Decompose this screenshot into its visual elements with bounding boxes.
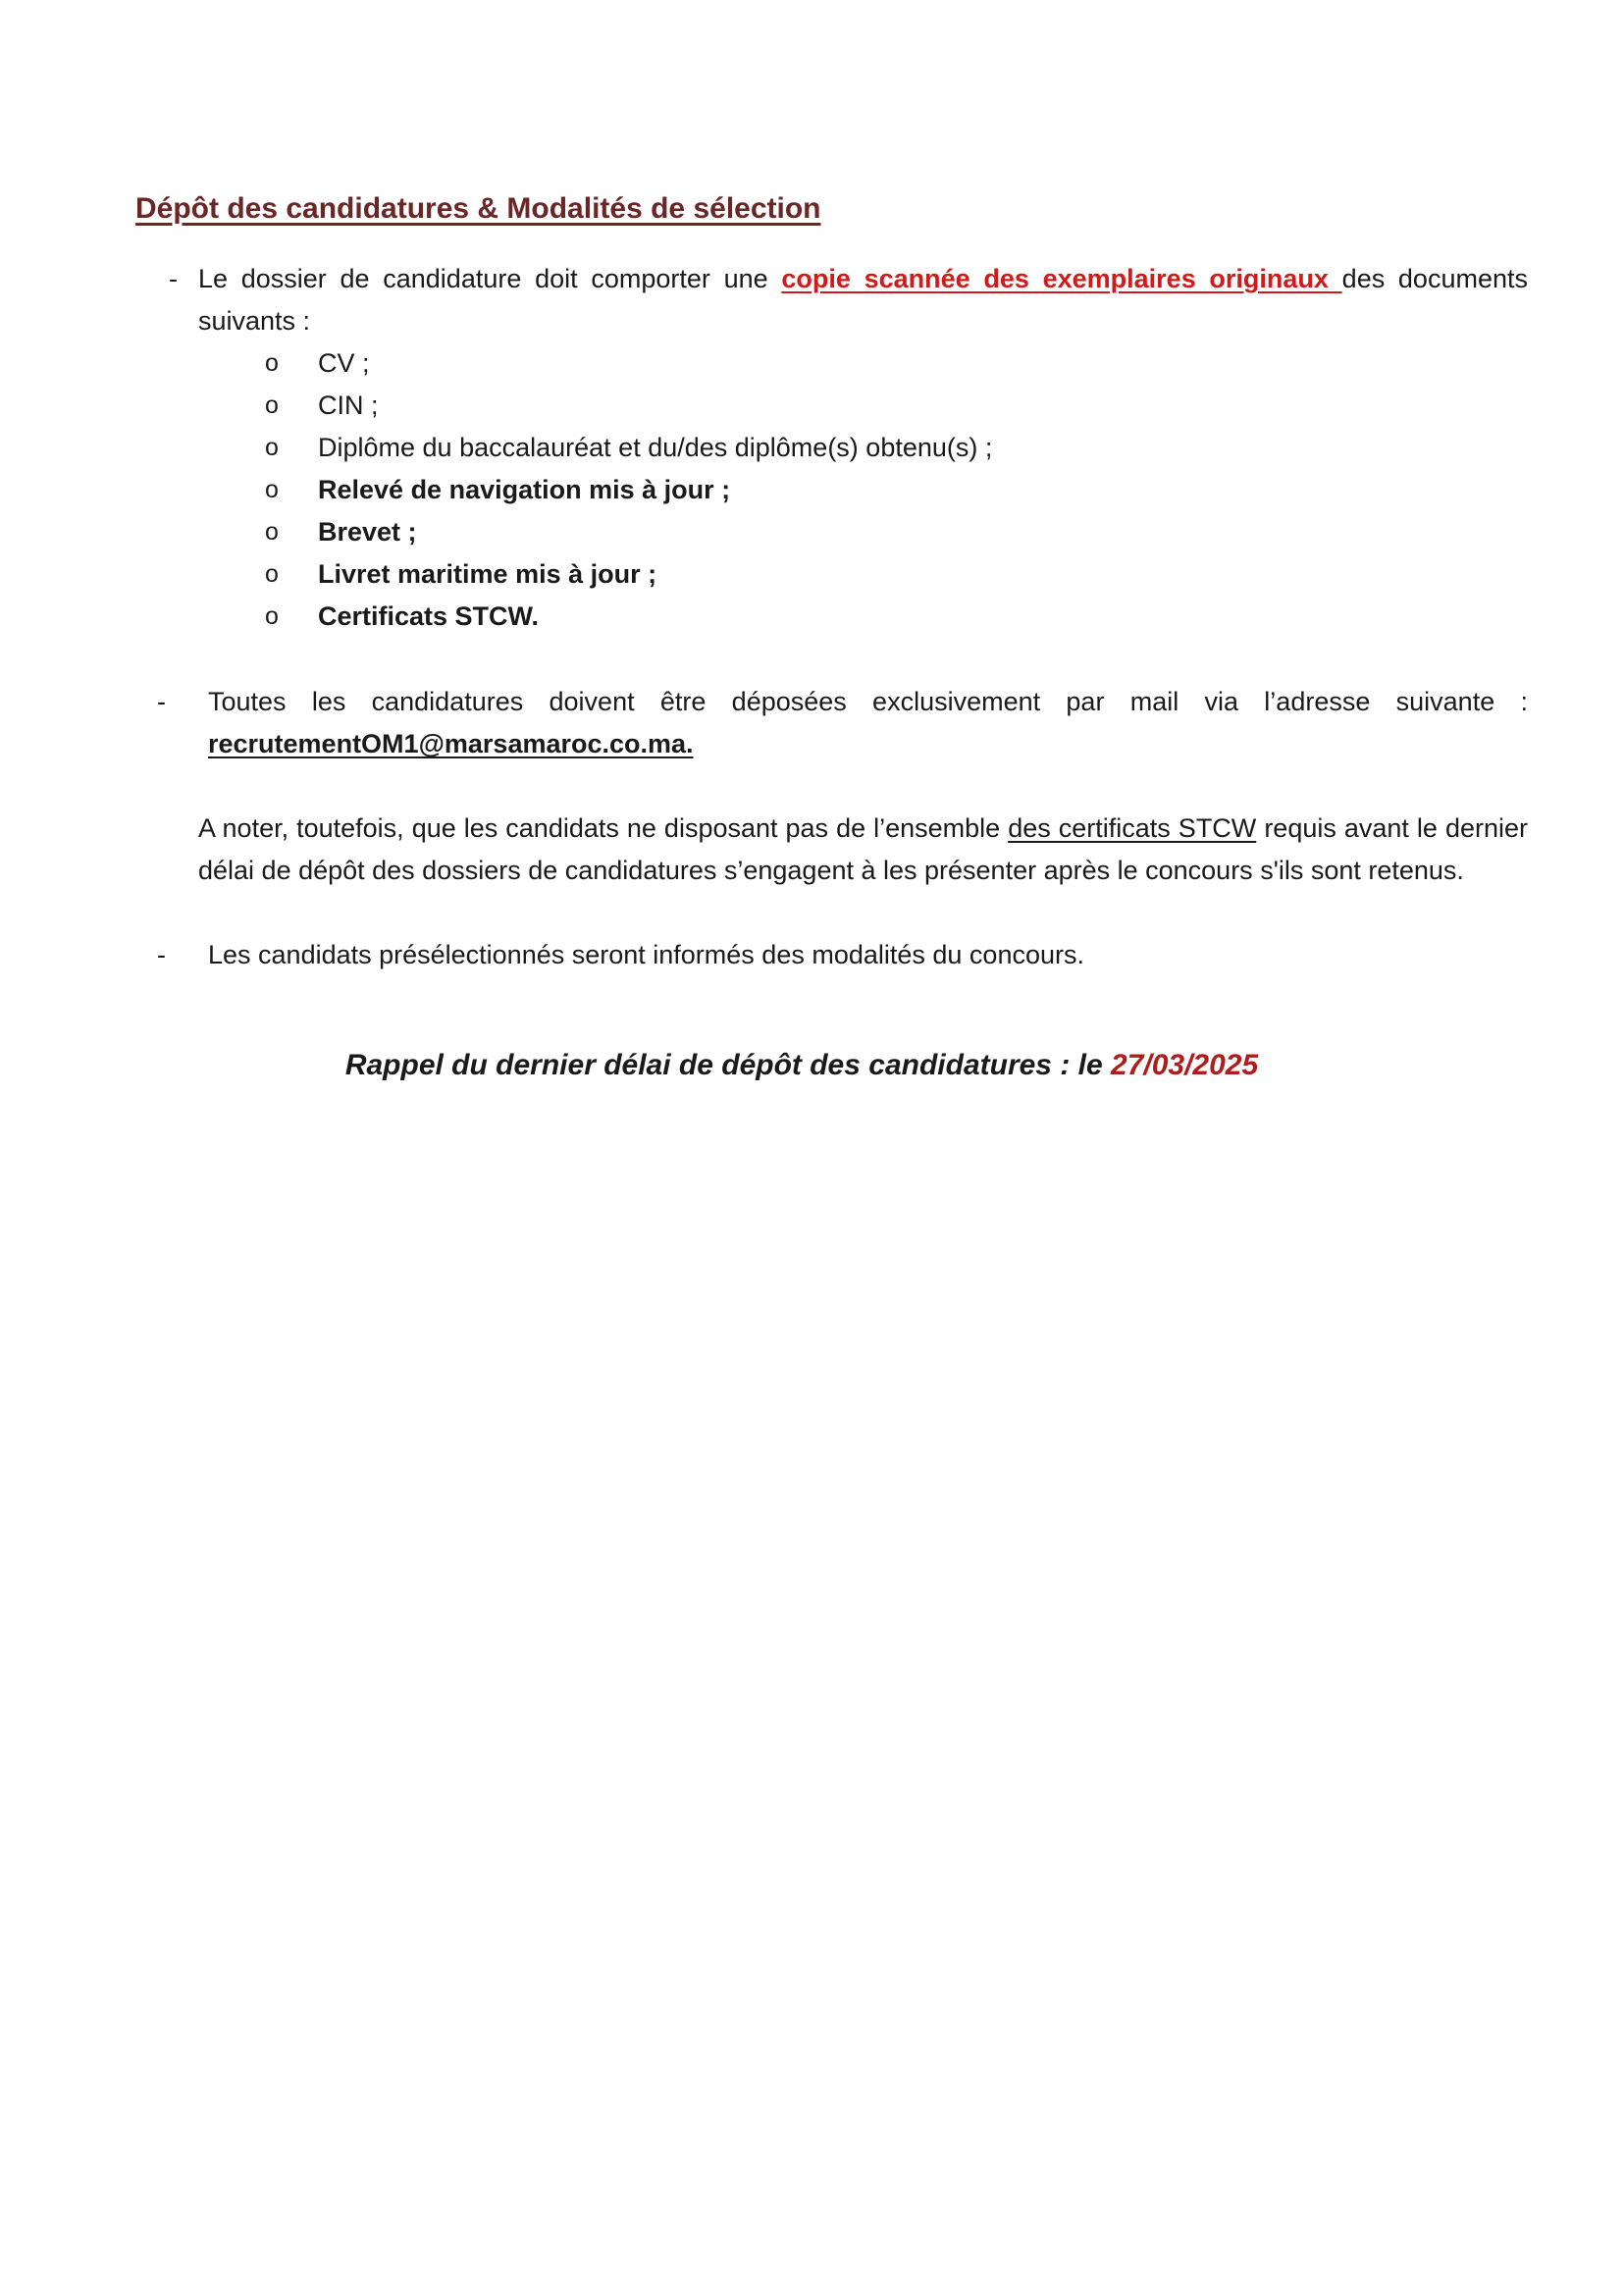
list-item-label: CV ; (318, 348, 370, 378)
circle-bullet-icon: o (265, 560, 279, 588)
highlight-scanned-copies: copie scannée des exemplaires originaux (781, 264, 1342, 293)
section-heading: Dépôt des candidatures & Modalités de sélection (135, 192, 821, 225)
list-item-label: CIN ; (318, 391, 379, 420)
paragraph-preselected: Les candidats présélectionnés seront informés des modalités du concours. (208, 940, 1084, 969)
circle-bullet-icon: o (265, 434, 279, 461)
list-item-label: Relevé de navigation mis à jour ; (318, 475, 731, 504)
circle-bullet-icon: o (265, 349, 279, 377)
list-item-label: Diplôme du baccalauréat et du/des diplôme(s) obtenu(s) ; (318, 433, 993, 462)
list-dash: - (157, 940, 166, 969)
paragraph-text: Le dossier de candidature doit comporter une (198, 264, 782, 293)
paragraph-text: A noter, toutefois, que les candidats ne disposant pas de l’ensemble (198, 813, 1009, 843)
deadline-reminder (0, 1049, 1603, 1082)
list-item-label: Brevet ; (318, 517, 417, 547)
list-item-label: Livret maritime mis à jour ; (318, 559, 657, 589)
paragraph-note (198, 808, 1528, 892)
circle-bullet-icon: o (265, 391, 279, 419)
list-item-label: Certificats STCW. (318, 601, 540, 631)
circle-bullet-icon: o (265, 602, 279, 630)
paragraph-documents-required (198, 258, 1528, 342)
circle-bullet-icon: o (265, 476, 279, 503)
underlined-stcw-certificates: des certificats STCW (1008, 813, 1257, 843)
paragraph-text: Toutes les candidatures doivent être déposées exclusivement par mail via l’adresse suivante : (208, 687, 1528, 716)
reminder-text: Rappel du dernier délai de dépôt des candidatures : le (344, 1049, 1112, 1081)
paragraph-text: des documents suivants : (198, 264, 1528, 336)
email-link[interactable]: recrutementOM1@marsamaroc.co.ma. (208, 729, 694, 758)
deadline-date: 27/03/2025 (1111, 1049, 1259, 1081)
list-dash: - (169, 264, 178, 293)
circle-bullet-icon: o (265, 518, 279, 546)
list-dash: - (157, 687, 166, 716)
paragraph-submission-email (208, 681, 1528, 765)
paragraph-text: requis avant le dernier délai de dépôt des dossiers de candidatures s’engagent à les présenter après le concours s'ils sont retenus. (198, 813, 1529, 885)
